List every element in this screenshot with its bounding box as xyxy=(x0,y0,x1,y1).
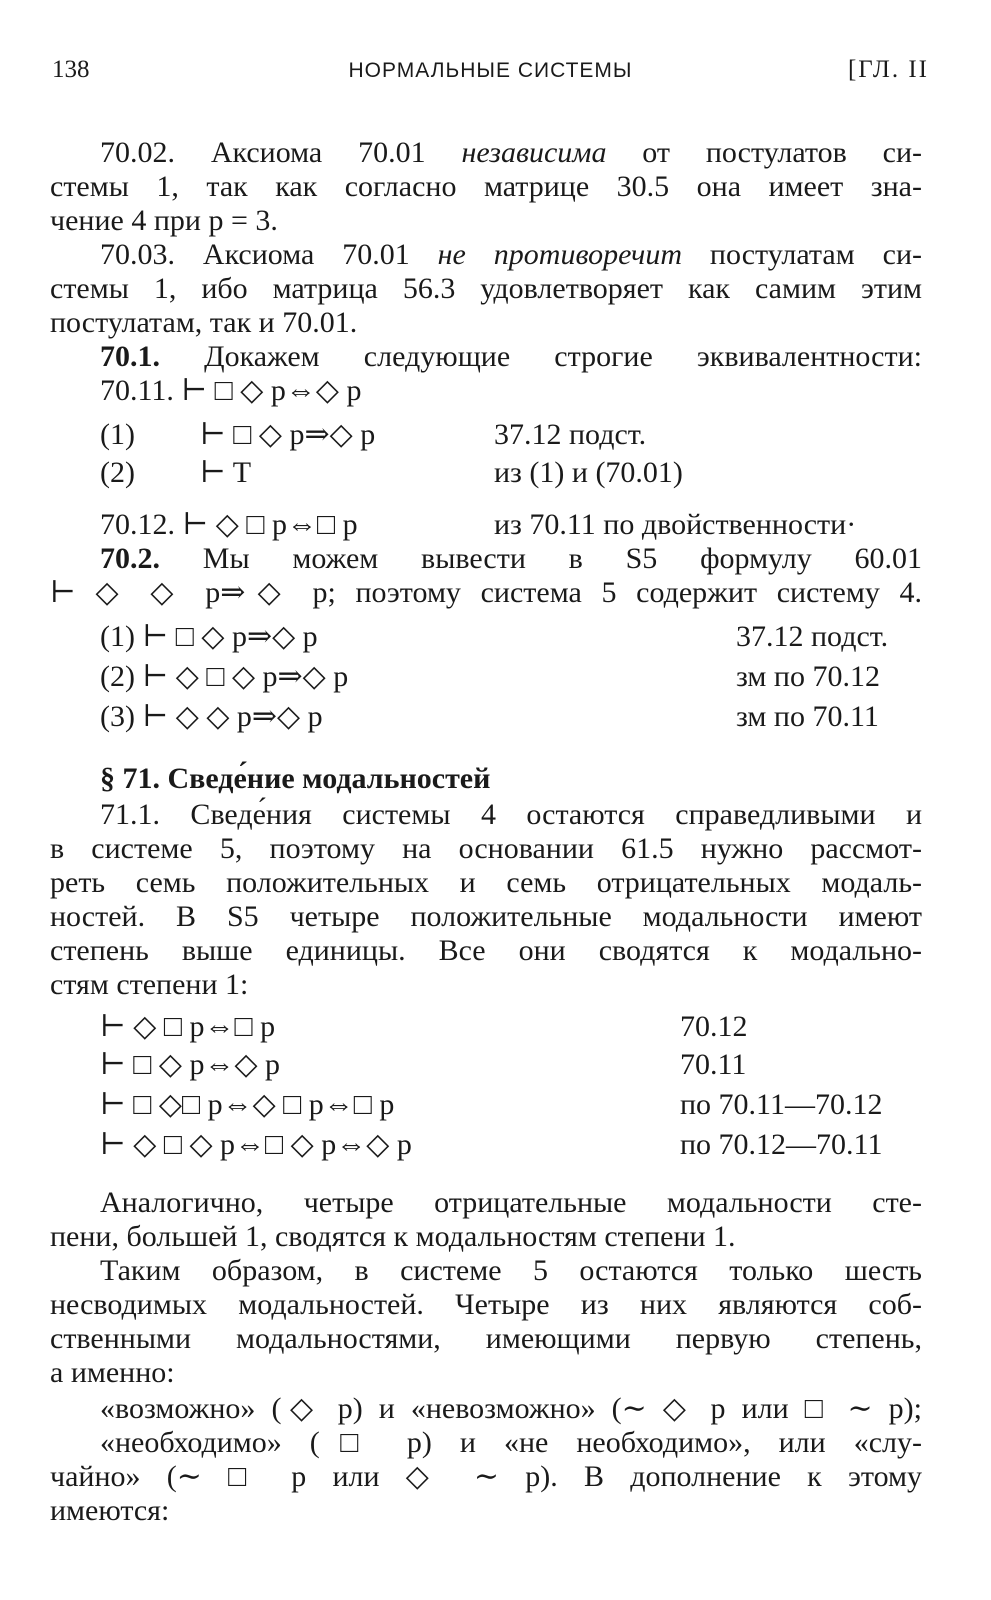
p7003-line-1: 70.03. Аксиома 70.01 не противоречит постулатам си- xyxy=(100,238,922,271)
proof1-step-number: (1) xyxy=(100,418,135,451)
chapter-label: [ГЛ. II xyxy=(847,56,929,83)
p711-line-4: ностей. В S5 четыре положительные модальности имеют xyxy=(50,900,922,933)
p7003-line-3: постулатам, так и 70.01. xyxy=(50,306,358,339)
p702-line-2: ⊢ ◇ ◇ p⇒◇ p; поэтому система 5 содержит систему 4. xyxy=(50,576,922,609)
running-header xyxy=(52,56,929,92)
p711-line-3: реть семь положительных и семь отрицательных модаль- xyxy=(50,866,922,899)
reduction-formula: ⊢ □ ◇□ p⇔◇ □ p⇔□ p xyxy=(100,1088,395,1121)
proof2-step-reason: зм по 70.12 xyxy=(736,660,880,693)
running-title: НОРМАЛЬНЫЕ СИСТЕМЫ xyxy=(348,59,633,82)
p-analog-line-2: пени, большей 1, сводятся к модальностям степени 1. xyxy=(50,1220,736,1253)
theorem-7012: 70.12. ⊢ ◇ □ p⇔□ p xyxy=(100,508,358,541)
reduction-formula: ⊢ ◇ □ ◇ p⇔□ ◇ p⇔◇ p xyxy=(100,1128,412,1161)
reduction-reason: по 70.11—70.12 xyxy=(680,1088,883,1121)
theorem-7012-reason: из 70.11 по двойственности· xyxy=(494,508,857,541)
proof1-step-reason: из (1) и (70.01) xyxy=(494,456,683,489)
reduction-reason: 70.12 xyxy=(680,1010,748,1043)
section-heading: § 71. Сведе́ние модальностей xyxy=(100,762,491,795)
reduction-formula: ⊢ ◇ □ p⇔□ p xyxy=(100,1010,276,1043)
proof2-step-formula: (3) ⊢ ◇ ◇ p⇒◇ p xyxy=(100,700,323,733)
theorem-7011: 70.11. ⊢ □ ◇ p⇔◇ p xyxy=(100,374,362,407)
reduction-reason: 70.11 xyxy=(680,1048,747,1081)
p701-line-1: 70.1. Докажем следующие строгие эквивалентности: xyxy=(100,340,922,373)
p7002-line-3: чение 4 при p = 3. xyxy=(50,204,278,237)
p-list-line-2: «необходимо» (□ p) и «не необходимо», или «слу- xyxy=(100,1426,922,1459)
p711-line-2: в системе 5, поэтому на основании 61.5 нужно рассмот- xyxy=(50,832,922,865)
p-list-line-3: чайно» (∼ □ p или ◇ ∼ p). В дополнение к этому xyxy=(50,1460,922,1493)
proof2-step-formula: (1) ⊢ □ ◇ p⇒◇ p xyxy=(100,620,318,653)
p702-line-1: 70.2. Мы можем вывести в S5 формулу 60.01 xyxy=(100,542,922,575)
proof1-step-reason: 37.12 подст. xyxy=(494,418,647,451)
proof1-step-formula: ⊢ □ ◇ p⇒◇ p xyxy=(200,418,376,451)
p7002-line-1: 70.02. Аксиома 70.01 независима от постулатов си- xyxy=(100,136,922,169)
p711-line-6: стям степени 1: xyxy=(50,968,249,1001)
proof2-step-reason: зм по 70.11 xyxy=(736,700,879,733)
p-thus-line-3: ственными модальностями, имеющими первую степень, xyxy=(50,1322,922,1355)
p-thus-line-2: несводимых модальностей. Четыре из них являются соб- xyxy=(50,1288,922,1321)
reduction-reason: по 70.12—70.11 xyxy=(680,1128,883,1161)
p711-line-1: 71.1. Сведе́ния системы 4 остаются справедливыми и xyxy=(100,798,922,831)
proof1-step-formula: ⊢ T xyxy=(200,456,252,489)
p-thus-line-4: а именно: xyxy=(50,1356,175,1389)
proof2-step-reason: 37.12 подст. xyxy=(736,620,889,653)
p-thus-line-1: Таким образом, в системе 5 остаются только шесть xyxy=(100,1254,922,1287)
proof2-step-formula: (2) ⊢ ◇ □ ◇ p⇒◇ p xyxy=(100,660,349,693)
p-list-line-1: «возможно» (◇ p) и «невозможно» (∼ ◇ p или □ ∼ p); xyxy=(100,1392,922,1425)
proof1-step-number: (2) xyxy=(100,456,135,489)
p7002-line-2: стемы 1, так как согласно матрице 30.5 она имеет зна- xyxy=(50,170,922,203)
page-number: 138 xyxy=(52,56,90,83)
p7003-line-2: стемы 1, ибо матрица 56.3 удовлетворяет как самим этим xyxy=(50,272,922,305)
p-analog-line-1: Аналогично, четыре отрицательные модальности сте- xyxy=(100,1186,922,1219)
p711-line-5: степень выше единицы. Все они сводятся к модально- xyxy=(50,934,922,967)
p-list-line-4: имеются: xyxy=(50,1494,170,1527)
reduction-formula: ⊢ □ ◇ p⇔◇ p xyxy=(100,1048,281,1081)
